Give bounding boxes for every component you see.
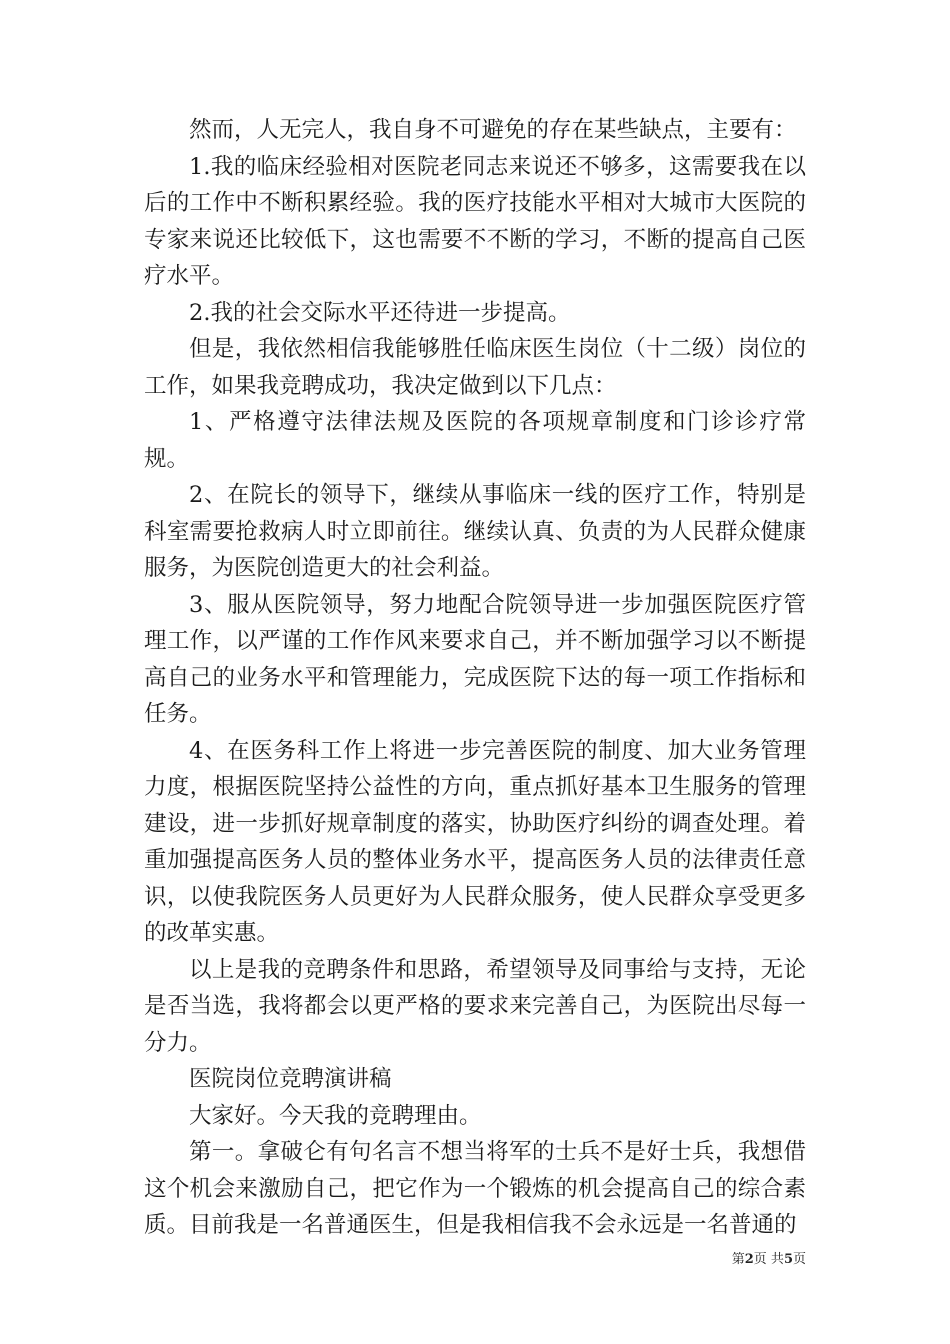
paragraph-reason-1: 第一。拿破仑有句名言不想当将军的士兵不是好士兵，我想借这个机会来激励自己，把它作为一个锻炼的机会提高自己的综合素质。目前我是一名普通医生，但是我相信我不会永远是一名普通的 <box>144 1139 806 1238</box>
paragraph-point-3: 3、服从医院领导，努力地配合院领导进一步加强医院医疗管理工作，以严谨的工作作风来要求自己，并不断加强学习以不断提高自己的业务水平和管理能力，完成医院下达的每一项工作指标和任务。 <box>144 591 806 727</box>
paragraph-conclusion: 以上是我的竞聘条件和思路，希望领导及同事给与支持，无论是否当选，我将都会以更严格的要求来完善自己，为医院出尽每一分力。 <box>144 956 806 1056</box>
paragraph-point-2: 2、在院长的领导下，继续从事临床一线的医疗工作，特别是科室需要抢救病人时立即前往。继续认真、负责的为人民群众健康服务，为医院创造更大的社会利益。 <box>144 482 806 581</box>
footer-prefix: 第 <box>731 1252 745 1267</box>
footer-total-pages: 5 <box>783 1252 793 1267</box>
footer-middle: 页 共 <box>753 1252 784 1267</box>
paragraph-point-4: 4、在医务科工作上将进一步完善医院的制度、加大业务管理力度，根据医院坚持公益性的方向，重点抓好基本卫生服务的管理建设，进一步抓好规章制度的落实，协助医疗纠纷的调查处理。着重加强提高医务人员的整体业务水平，提高医务人员的法律责任意识，以使我院医务人员更好为人民群众服务，使人民群众享受更多的改革实惠。 <box>144 737 806 946</box>
page-footer <box>732 1248 806 1267</box>
section-title: 医院岗位竞聘演讲稿 <box>189 1066 392 1092</box>
paragraph-shortcoming-2: 2.我的社会交际水平还待进一步提高。 <box>189 299 571 326</box>
footer-page-number: 2 <box>744 1252 754 1267</box>
paragraph-greeting: 大家好。今天我的竞聘理由。 <box>189 1102 482 1129</box>
paragraph-commitment-intro: 但是，我依然相信我能够胜任临床医生岗位（十二级）岗位的工作，如果我竞聘成功，我决定做到以下几点： <box>144 336 806 399</box>
paragraph-point-1: 1、严格遵守法律法规及医院的各项规章制度和门诊诊疗常规。 <box>144 409 806 472</box>
paragraph-shortcoming-1: 1.我的临床经验相对医院老同志来说还不够多，这需要我在以后的工作中不断积累经验。我的医疗技能水平相对大城市大医院的专家来说还比较低下，这也需要不不断的学习，不断的提高自己医疗水平。 <box>144 153 806 289</box>
footer-suffix: 页 <box>792 1252 806 1267</box>
document-body <box>144 112 806 1244</box>
paragraph-shortcomings-intro: 然而，人无完人，我自身不可避免的存在某些缺点，主要有： <box>189 117 797 143</box>
